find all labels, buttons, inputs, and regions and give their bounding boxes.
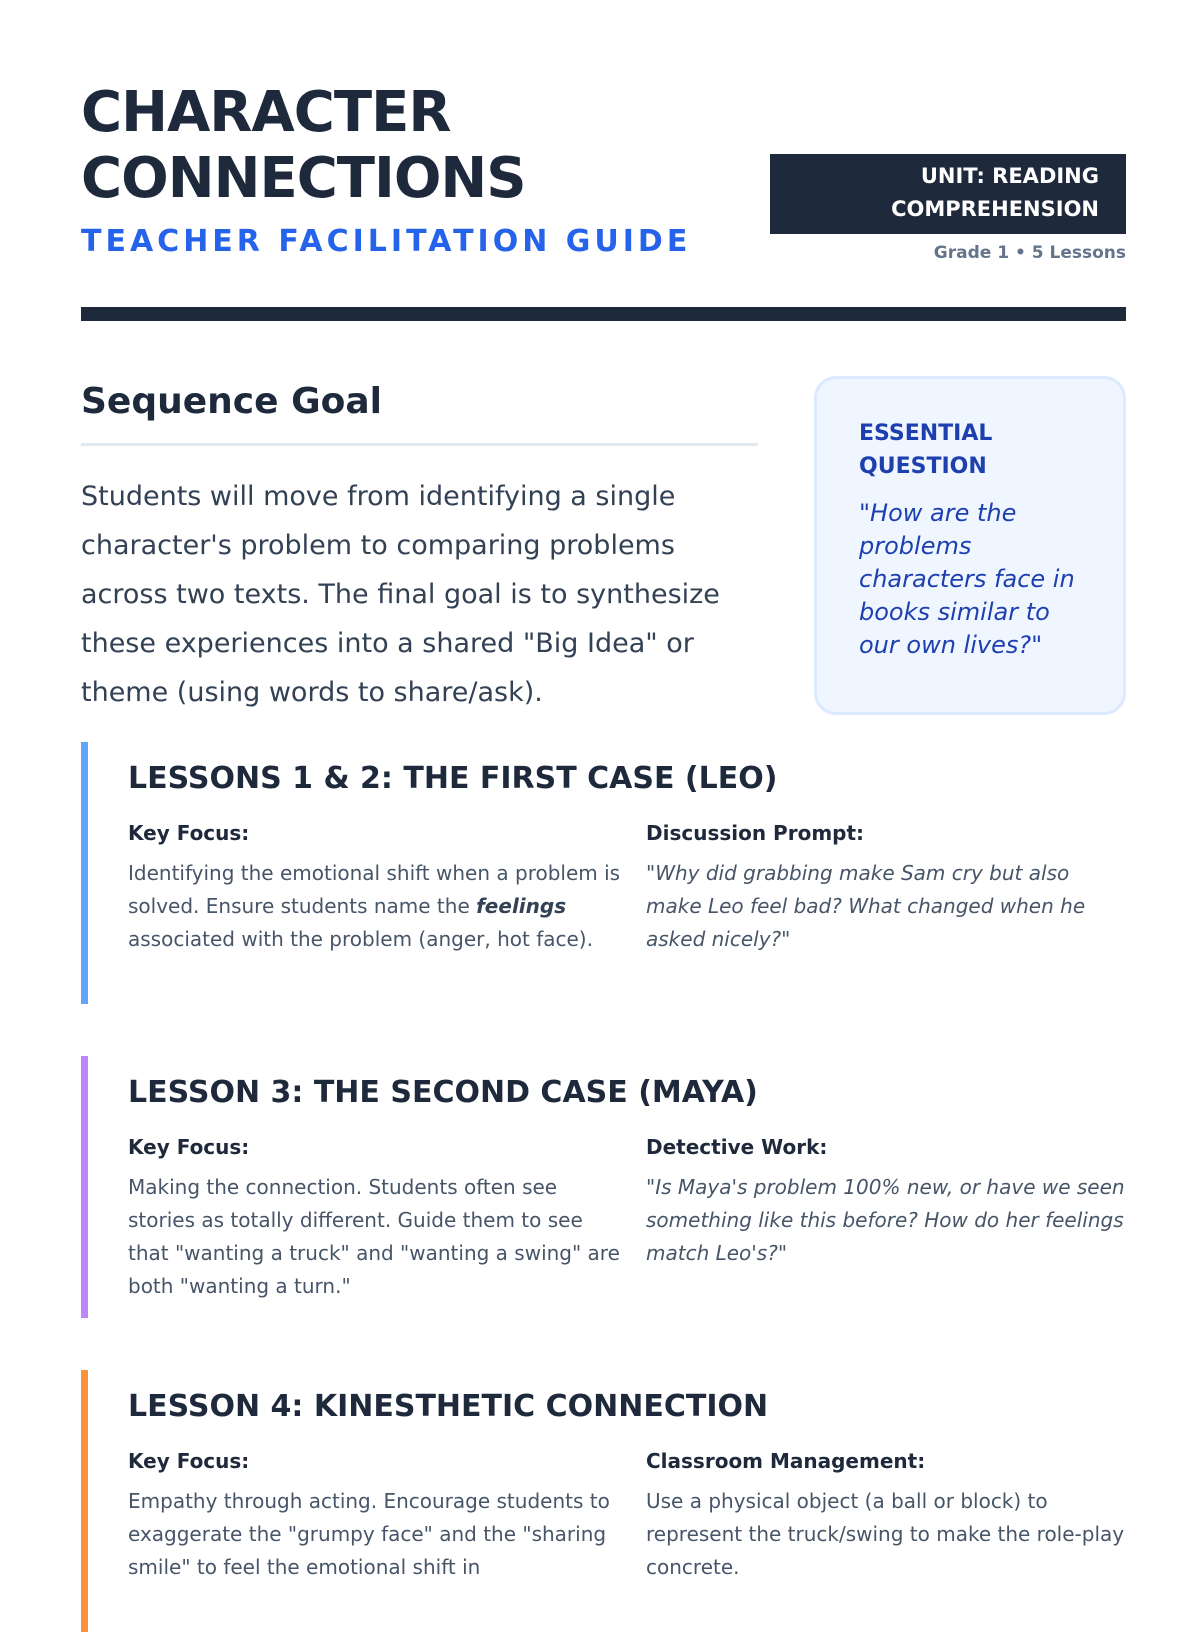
key-focus-text: Making the connection. Students often see stories as totally different. Guide them to see that "wanting a truck" and "wanting a swing" are both "wanting a turn." — [128, 1175, 620, 1298]
page-subtitle: TEACHER FACILITATION GUIDE — [81, 224, 692, 259]
key-focus-column — [128, 820, 628, 956]
sequence-goal — [81, 379, 758, 717]
detective-work-text: "Is Maya's problem 100% new, or have we seen something like this before? How do her feelings match Leo's?" — [646, 1175, 1125, 1265]
lesson-columns — [128, 820, 1126, 956]
grade-lessons-meta: Grade 1 • 5 Lessons — [933, 243, 1126, 263]
sequence-goal-text: Students will move from identifying a single character's problem to comparing problems across two texts. The final goal is to synthesize these experiences into a shared "Big Idea" or theme (using words to share/ask). — [81, 481, 720, 708]
lesson-title: LESSON 3: THE SECOND CASE (MAYA) — [128, 1075, 758, 1110]
discussion-prompt-column — [646, 820, 1126, 956]
classroom-management-column — [646, 1448, 1126, 1584]
title-line-2: CONNECTIONS — [81, 146, 526, 211]
key-focus-text: Empathy through acting. Encourage students to exaggerate the "grumpy face" and the "sharing smile" to feel the emotional shift in — [128, 1489, 610, 1579]
essential-question-label: ESSENTIAL QUESTION — [859, 421, 993, 479]
unit-badge-line-1: UNIT: READING — [920, 164, 1099, 188]
sequence-goal-section — [81, 322, 1126, 742]
key-focus-label: Key Focus: — [128, 1135, 250, 1159]
discussion-prompt-text: "Why did grabbing make Sam cry but also make Leo feel bad? What changed when he asked nicely?" — [646, 861, 1086, 951]
key-focus-label: Key Focus: — [128, 821, 250, 845]
title-line-1: CHARACTER — [81, 80, 451, 145]
sequence-goal-title: Sequence Goal — [81, 379, 758, 446]
key-focus-text-start: Identifying the emotional shift when a problem is solved. Ensure students name the — [128, 861, 621, 918]
lesson-columns — [128, 1448, 1126, 1584]
unit-badge — [770, 154, 1126, 234]
lesson-block-3 — [81, 1370, 1126, 1632]
essential-question-quote: "How are the problems characters face in books similar to our own lives?" — [859, 499, 1075, 659]
discussion-prompt-label: Discussion Prompt: — [646, 821, 865, 845]
page-title — [81, 80, 526, 212]
feelings-emphasis: feelings — [476, 894, 567, 918]
guide-page — [81, 0, 1126, 1632]
lesson-columns — [128, 1134, 1126, 1303]
essential-question-box — [814, 376, 1126, 715]
lesson-title: LESSON 4: KINESTHETIC CONNECTION — [128, 1389, 769, 1424]
header-divider — [81, 307, 1126, 321]
key-focus-text-end: associated with the problem (anger, hot face). — [128, 927, 593, 951]
detective-work-label: Detective Work: — [646, 1135, 828, 1159]
key-focus-column — [128, 1448, 628, 1584]
lesson-block-2 — [81, 1056, 1126, 1318]
unit-badge-line-2: COMPREHENSION — [891, 197, 1099, 221]
lesson-block-1 — [81, 742, 1126, 1004]
key-focus-column — [128, 1134, 628, 1303]
lesson-title: LESSONS 1 & 2: THE FIRST CASE (LEO) — [128, 761, 778, 796]
classroom-management-label: Classroom Management: — [646, 1449, 926, 1473]
detective-work-column — [646, 1134, 1126, 1303]
key-focus-label: Key Focus: — [128, 1449, 250, 1473]
key-focus-text — [128, 857, 628, 956]
page-header — [81, 0, 1126, 322]
classroom-management-text: Use a physical object (a ball or block) to represent the truck/swing to make the role-play concrete. — [646, 1489, 1125, 1579]
